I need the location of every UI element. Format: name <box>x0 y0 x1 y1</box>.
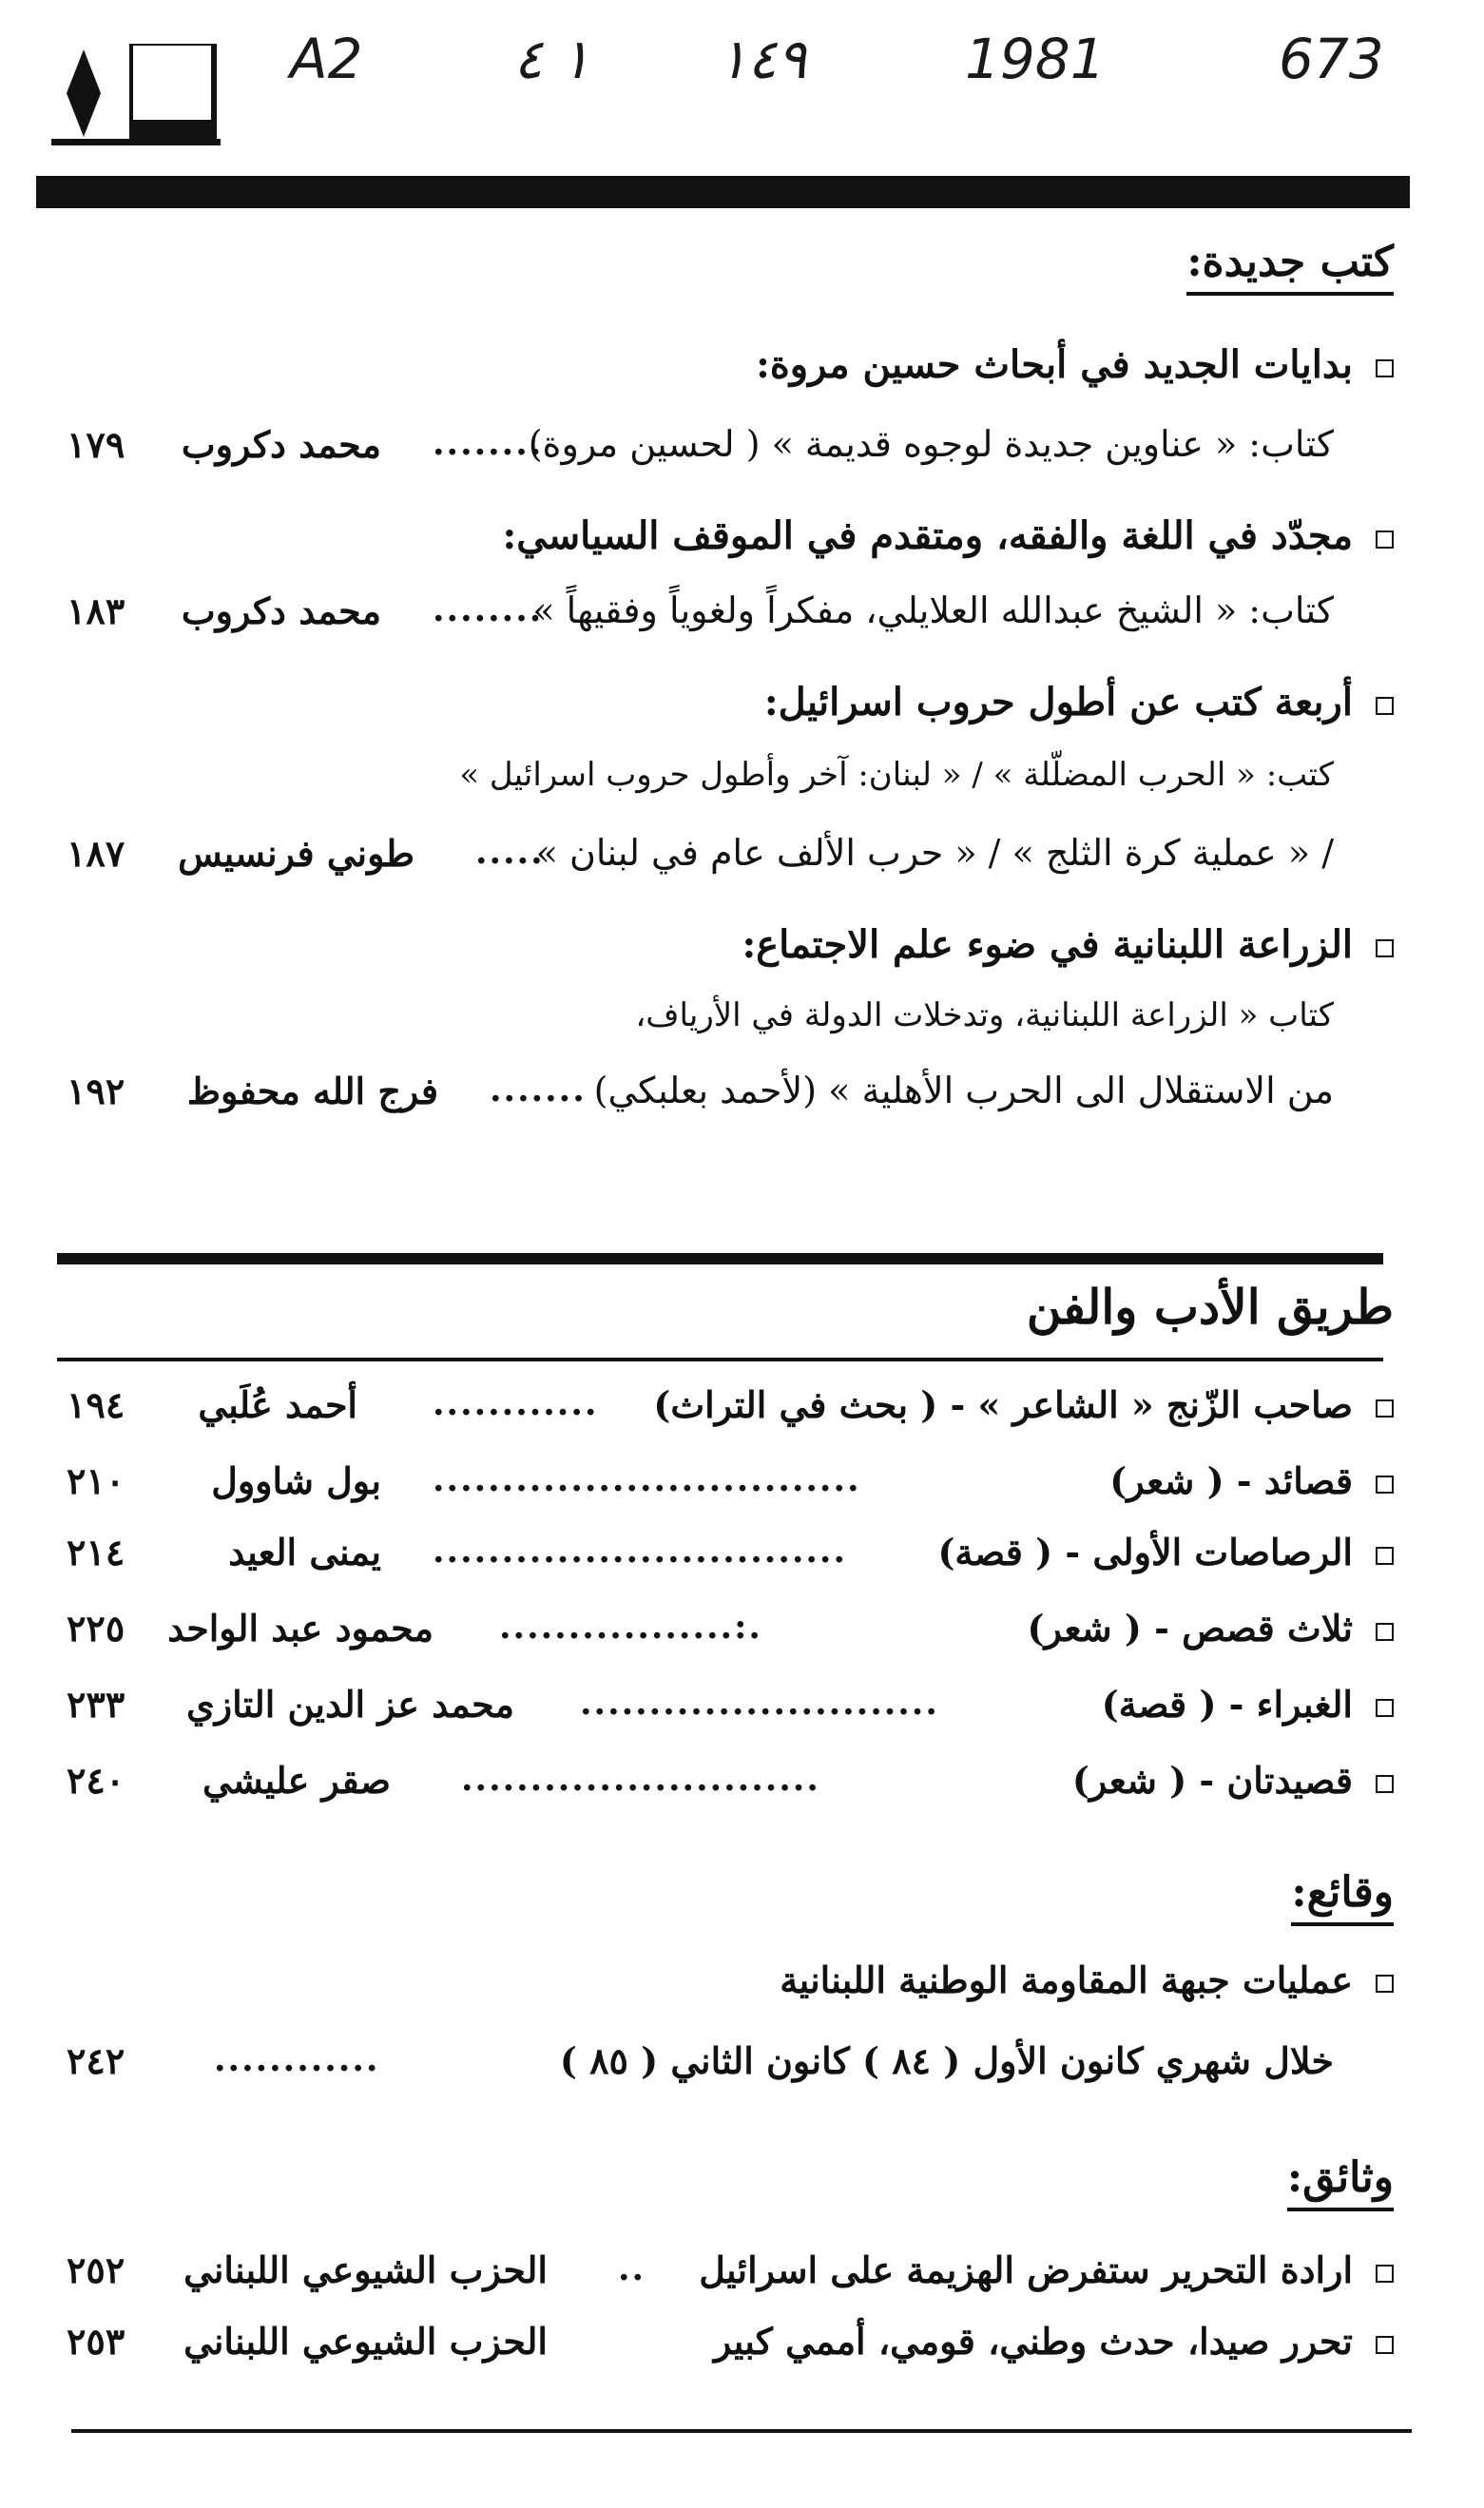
lit-entry-3-title: الرصاصات الأولى - ( قصة) <box>937 1531 1394 1573</box>
lit-entry-3-author: يمنى العيد <box>228 1531 381 1573</box>
bottom-rule <box>71 2429 1412 2433</box>
bullet-square-icon <box>1376 939 1394 957</box>
events-title: عمليات جبهة المقاومة الوطنية اللبنانية <box>780 1958 1394 2001</box>
lit-entry-1-author: أحمد عُلَبي <box>198 1383 357 1426</box>
literature-top-rule <box>57 1253 1383 1264</box>
lit-entry-2-page: ٢١٠ <box>67 1459 125 1502</box>
lit-entry-2-title: قصائد - ( شعر) <box>1109 1459 1394 1502</box>
leader-dots: ..... <box>475 832 545 872</box>
leader-dots: ............ <box>433 1383 599 1423</box>
book-1-author: محمد دكروب <box>181 423 381 466</box>
book-4-desc-2: من الاستقلال الى الحرب الأهلية » (لأحمد بعلبكي) <box>593 1070 1334 1111</box>
leader-dots: .......................... <box>461 1759 820 1799</box>
doc-entry-1 <box>0 2248 1484 2305</box>
leader-dots: .............................. <box>433 1531 847 1571</box>
lit-entry-1-title: صاحب الزّنج « الشاعر » - ( بحث في التراث) <box>653 1383 1394 1426</box>
handwritten-note-2: ١ ٤ <box>513 27 590 91</box>
leader-dots: ....... <box>490 1070 587 1109</box>
bullet-square-icon <box>1376 359 1394 377</box>
lit-entry-6-page: ٢٤٠ <box>67 1759 125 1802</box>
section-heading-events: وقائع: <box>1291 1868 1394 1926</box>
book-2-title: مجدّد في اللغة والفقه، ومتقدم في الموقف السياسي: <box>503 513 1394 558</box>
bullet-square-icon <box>1376 1547 1394 1565</box>
handwritten-note-3: ١٤٩ <box>718 27 807 91</box>
book-4-title: الزراعة اللبنانية في ضوء علم الاجتماع: <box>742 922 1394 967</box>
bullet-square-icon <box>1376 1975 1394 1993</box>
lit-entry-5-title: الغبراء - ( قصة) <box>1102 1683 1394 1726</box>
bullet-square-icon <box>1376 1476 1394 1494</box>
book-3-desc-2: / « عملية كرة الثلج » / « حرب الألف عام في لبنان » <box>535 832 1334 874</box>
lit-entry-3-page: ٢١٤ <box>67 1531 125 1573</box>
lit-entry-4 <box>0 1607 1484 1664</box>
section-heading-literature: طريق الأدب والفن <box>1026 1279 1394 1335</box>
leader-dots: .. <box>618 2248 646 2288</box>
doc-entry-2 <box>0 2320 1484 2377</box>
doc-entry-1-page: ٢٥٢ <box>67 2248 125 2291</box>
literature-under-rule <box>57 1358 1383 1361</box>
book-1-desc: كتاب: « عناوين جديدة لوجوه قديمة » ( لحسين مروة) <box>528 423 1334 465</box>
events-subline: خلال شهري كانون الأول ( ٨٤ ) كانون الثاني ( ٨٥ ) <box>559 2039 1334 2082</box>
book-3-entry <box>0 832 1484 889</box>
bullet-square-icon <box>1376 2265 1394 2283</box>
handwritten-note-1: A2 <box>290 27 363 91</box>
book-4-entry <box>0 1070 1484 1127</box>
bullet-square-icon <box>1376 2336 1394 2354</box>
bullet-square-icon <box>1376 1399 1394 1418</box>
lit-entry-4-page: ٢٢٥ <box>67 1607 125 1649</box>
doc-entry-2-page: ٢٥٣ <box>67 2320 125 2363</box>
bullet-square-icon <box>1376 531 1394 549</box>
leader-dots: .......................... <box>580 1683 939 1723</box>
top-thick-rule <box>36 176 1410 208</box>
book-2-entry <box>0 589 1484 646</box>
book-3-title: أربعة كتب عن أطول حروب اسرائيل: <box>764 680 1394 724</box>
bullet-square-icon <box>1376 697 1394 715</box>
lit-entry-2-author: بول شاوول <box>211 1459 381 1502</box>
leader-dots: ............ <box>214 2039 380 2079</box>
events-page: ٢٤٢ <box>67 2039 125 2082</box>
handwritten-note-4: 1981 <box>965 27 1106 91</box>
doc-entry-2-title: تحرر صيدا، حدث وطني، قومي، أممي كبير <box>714 2320 1394 2363</box>
doc-entry-1-author: الحزب الشيوعي اللبناني <box>183 2248 548 2291</box>
lit-entry-5 <box>0 1683 1484 1740</box>
section-heading-new-books: كتب جديدة: <box>1186 238 1394 296</box>
book-2-page: ١٨٣ <box>67 589 125 632</box>
book-4-page: ١٩٢ <box>67 1070 125 1112</box>
events-entry <box>0 2039 1484 2096</box>
doc-entry-1-title: ارادة التحرير ستفرض الهزيمة على اسرائيل <box>699 2248 1394 2291</box>
book-4-author: فرج الله محفوظ <box>186 1070 438 1112</box>
book-2-desc: كتاب: « الشيخ عبدالله العلايلي، مفكراً ولغوياً وفقيهاً » <box>532 589 1334 631</box>
doc-entry-2-author: الحزب الشيوعي اللبناني <box>183 2320 548 2363</box>
bullet-square-icon <box>1376 1775 1394 1793</box>
lit-entry-1 <box>0 1383 1484 1440</box>
leader-dots: ............................... <box>433 1459 861 1499</box>
book-1-title: بدايات الجديد في أبحاث حسين مروة: <box>756 342 1394 387</box>
leader-dots: ........ <box>433 589 544 629</box>
journal-logo <box>46 38 222 152</box>
handwritten-note-5: 673 <box>1279 27 1384 91</box>
lit-entry-4-author: محمود عبد الواحد <box>167 1607 434 1649</box>
lit-entry-6 <box>0 1759 1484 1816</box>
book-2-author: محمد دكروب <box>181 589 381 632</box>
leader-dots: ........ <box>433 423 544 463</box>
lit-entry-2 <box>0 1459 1484 1516</box>
lit-entry-3 <box>0 1531 1484 1588</box>
book-3-page: ١٨٧ <box>67 832 125 875</box>
leader-dots: .................:. <box>499 1607 762 1647</box>
book-3-desc-1: كتب: « الحرب المضلّلة » / « لبنان: آخر وأطول حروب اسرائيل » <box>459 756 1334 794</box>
book-1-entry <box>0 423 1484 480</box>
bullet-square-icon <box>1376 1699 1394 1717</box>
book-1-page: ١٧٩ <box>67 423 125 466</box>
lit-entry-5-page: ٢٣٣ <box>67 1683 125 1726</box>
lit-entry-6-author: صقر عليشي <box>202 1759 391 1802</box>
lit-entry-5-author: محمد عز الدين التازي <box>186 1683 514 1726</box>
bullet-square-icon <box>1376 1623 1394 1641</box>
book-3-author: طوني فرنسيس <box>178 832 414 875</box>
book-4-desc-1: كتاب « الزراعة اللبنانية، وتدخلات الدولة في الأرياف، <box>635 996 1334 1034</box>
lit-entry-1-page: ١٩٤ <box>67 1383 125 1426</box>
lit-entry-4-title: ثلاث قصص - ( شعر) <box>1028 1607 1394 1649</box>
lit-entry-6-title: قصيدتان - ( شعر) <box>1072 1759 1394 1802</box>
section-heading-documents: وثائق: <box>1287 2153 1394 2211</box>
